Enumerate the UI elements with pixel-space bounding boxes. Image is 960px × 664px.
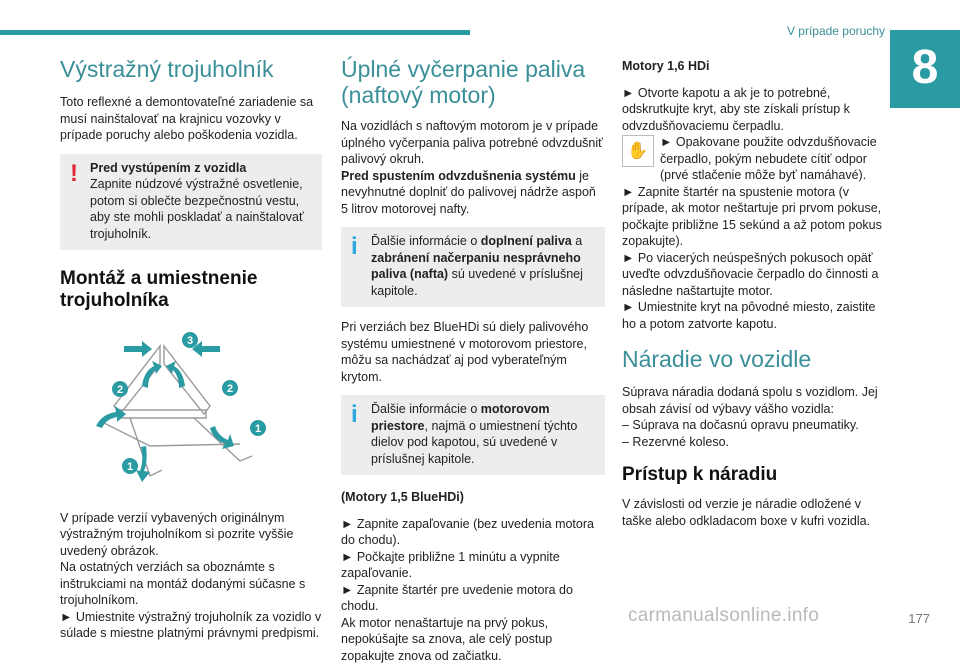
section-title-fuel: Úplné vyčerpanie paliva (naftový motor) (341, 56, 605, 108)
warning-text: Zapnite núdzové výstražné osvetlenie, potom si oblečte bezpečnostnú vestu, aby ste mohli poskladať a nainštalovať trojuholník. (68, 176, 314, 242)
triangle-assembly-figure (90, 326, 290, 491)
paragraph: Na vozidlách s naftovým motorom je v prípade úplného vyčerpania paliva potrebné odvzdušniť palivový okruh. (341, 118, 605, 168)
info-box: i Ďalšie informácie o doplnení paliva a zabránení načerpaniu nesprávneho paliva (nafta) sú uvedené v príslušnej kapitole. (341, 227, 605, 307)
paragraph: ► Umiestnite výstražný trojuholník za vozidlo v súlade s miestne platnými právnymi predpismi. (60, 609, 322, 642)
column-3 (622, 58, 888, 539)
figure-label: 1 (255, 423, 261, 435)
page-number: 177 (908, 611, 930, 626)
paragraph: V prípade verzií vybavených originálnym výstražným trojuholníkom si pozrite vyššie uvedený obrázok. (60, 510, 322, 560)
subheading: (Motory 1,5 BlueHDi) (341, 490, 464, 504)
info-box: i Ďalšie informácie o motorovom priestore, najmä o umiestnení týchto dielov pod kapotou, sú uvedené v príslušnej kapitole. (341, 395, 605, 475)
warning-heading: Pred vystúpením z vozidla (90, 161, 246, 175)
arrow-right-icon (124, 341, 152, 357)
step: ► Otvorte kapotu a ak je to potrebné, odskrutkujte kryt, aby ste získali prístup k odvzdušňovaciemu čerpadlu. (622, 85, 888, 135)
subtitle-tool-access: Prístup k náradiu (622, 464, 888, 486)
step: ► Zapnite štartér pre uvedenie motora do chodu. (341, 582, 605, 615)
chapter-badge: 8 (890, 30, 960, 108)
step: ► Umiestnite kryt na pôvodné miesto, zaistite ho a potom zatvorte kapotu. (622, 299, 888, 332)
warning-box (60, 154, 322, 251)
figure-label: 2 (227, 383, 233, 395)
paragraph: Na ostatných verziách sa oboznámte s inštrukciami na montáž dodanými súčasne s trojuholníkom. (60, 559, 322, 609)
step: ► Zapnite zapaľovanie (bez uvedenia motora do chodu). (341, 516, 605, 549)
paragraph: Ak motor nenaštartuje na prvý pokus, nepokúšajte sa znova, ale celý postup zopakujte znova od začiatku. (341, 615, 605, 664)
section-title-triangle: Výstražný trojuholník (60, 56, 322, 82)
triangle-intro: Toto reflexné a demontovateľné zariadenie sa musí nainštalovať na krajnicu vozovky v prípade poruchy alebo poškodenia vozidla. (60, 94, 322, 144)
step: ► Počkajte približne 1 minútu a vypnite zapaľovanie. (341, 549, 605, 582)
watermark: carmanualsonline.info (628, 605, 819, 627)
figure-label: 2 (117, 384, 123, 396)
info-icon: i (351, 403, 358, 427)
top-accent-bar (0, 30, 470, 35)
info-icon: i (351, 235, 358, 259)
figure-label: 3 (187, 335, 193, 347)
section-title-tools: Náradie vo vozidle (622, 346, 888, 372)
column-1 (60, 50, 322, 642)
step: ► Zapnite štartér na spustenie motora (v prípade, ak motor neštartuje pri prvom pokuse, počkajte približne 15 sekúnd a až potom pokus zopakujte). (622, 184, 888, 250)
list-item: – Súprava na dočasnú opravu pneumatiky. (622, 417, 888, 434)
subtitle-assembly: Montáž a umiestnenie trojuholníka (60, 268, 322, 312)
warning-icon: ! (70, 162, 78, 186)
paragraph: Súprava náradia dodaná spolu s vozidlom. Jej obsah závisí od výbavy vášho vozidla: (622, 384, 888, 417)
paragraph: V závislosti od verzie je náradie odložené v taške alebo odkladacom boxe v kufri vozidla. (622, 496, 888, 529)
list-item: – Rezervné koleso. (622, 434, 888, 451)
step: ✋ ► Opakovane použite odvzdušňovacie čerpadlo, pokým nebudete cítiť odpor (prvé stlačenie môže byť namáhavé). (622, 134, 888, 184)
hand-press-icon: ✋ (622, 135, 654, 167)
paragraph: Pri verziách bez BlueHDi sú diely palivového systému umiestnené v motorovom priestore, môžu sa nachádzať aj pod vyberateľným krytom. (341, 319, 605, 385)
paragraph: Pred spustením odvzdušnenia systému je nevyhnutné doplniť do palivovej nádrže aspoň 5 litrov motorovej nafty. (341, 168, 605, 218)
subheading: Motory 1,6 HDi (622, 59, 710, 73)
section-header: V prípade poruchy (787, 24, 885, 38)
step: ► Po viacerých neúspešných pokusoch opäť uveďte odvzdušňovacie čerpadlo do činnosti a následne naštartujte motor. (622, 250, 888, 300)
column-2 (341, 50, 605, 664)
figure-label: 1 (127, 461, 133, 473)
